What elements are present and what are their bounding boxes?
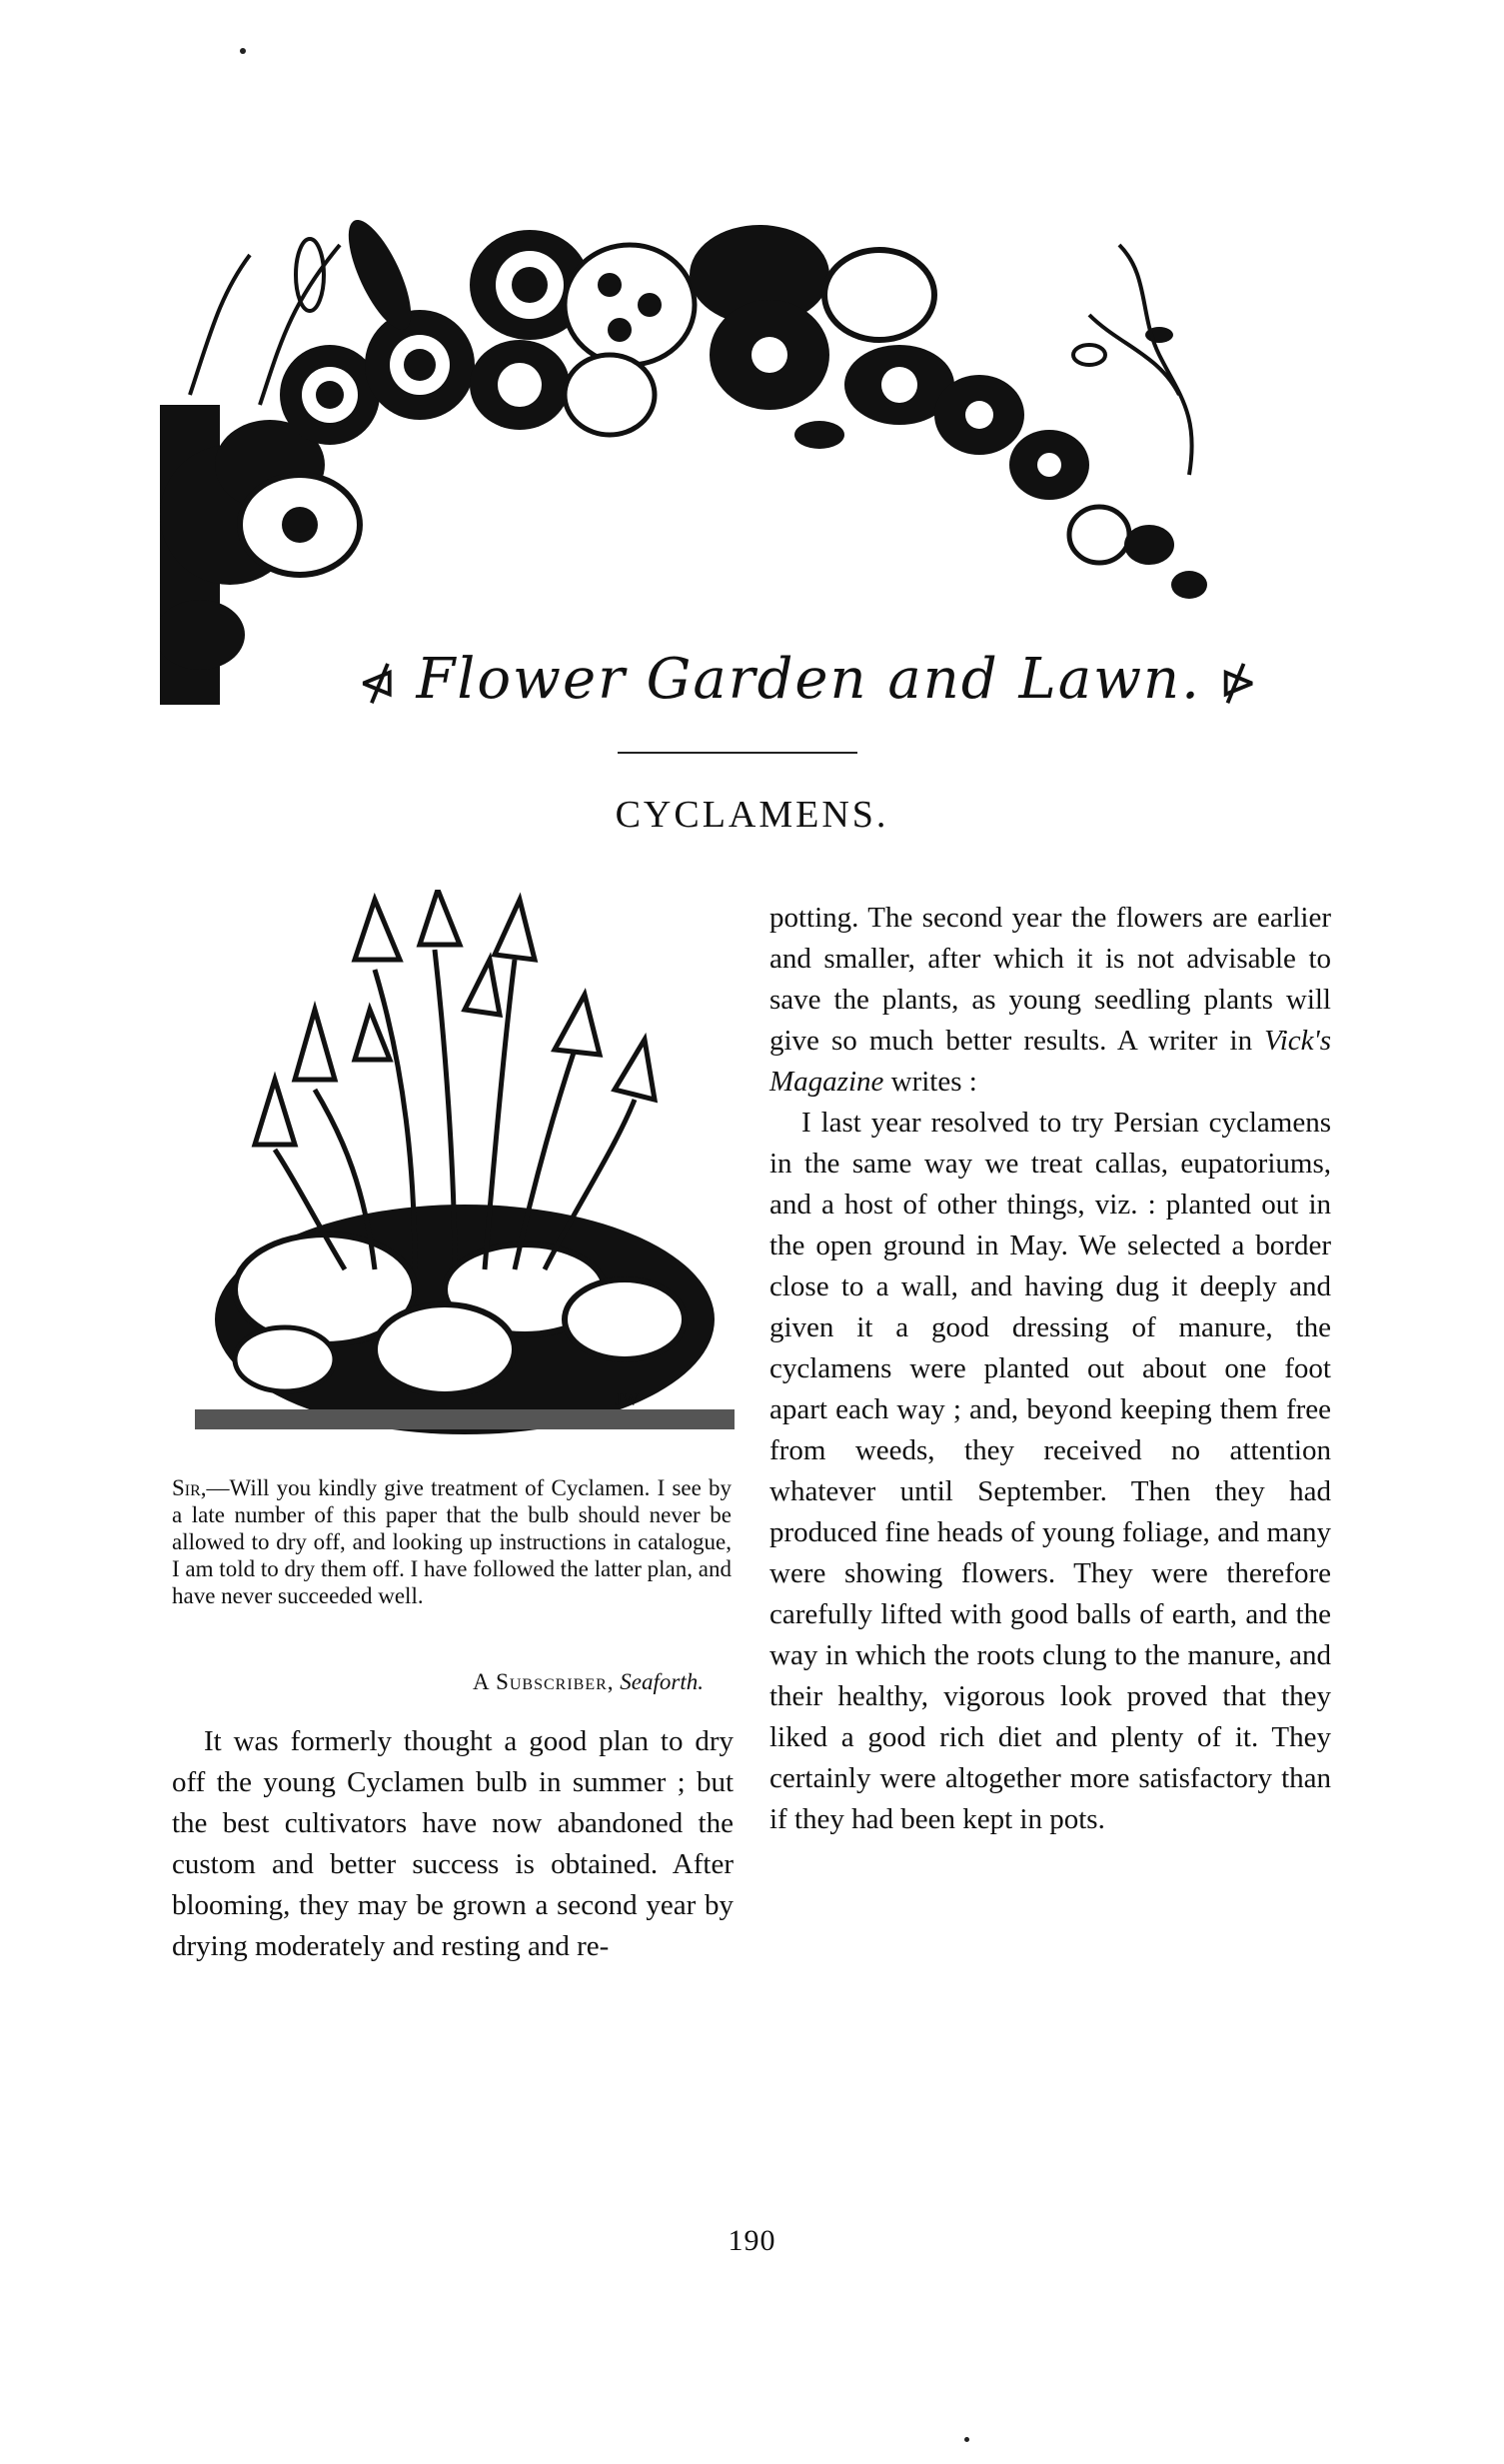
page-number: 190: [728, 2224, 776, 2257]
title-divider: [618, 752, 857, 754]
signature-place: Seaforth.: [620, 1669, 704, 1694]
magazine-name: Vick's Magazine: [769, 1025, 1331, 1098]
right-column-text: [769, 898, 1331, 1840]
right-paragraph-2: I last year resolved to try Persian cyclamens in the same way we treat callas, eupatoriums, and a host of other things, viz. : planted out in the open ground in May. We selected a border close to a wall, and having dug it deeply and given it a good dressing of manure, the cyclamens were planted out about one foot apart each way ; and, beyond keeping them free from weeds, they received no attention whatever until September. Then they had produced fine heads of young foliage, and many were showing flowers. They were therefore carefully lifted with good balls of earth, and the way in which the roots clung to the manure, and their healthy, vigorous look proved that they liked a good rich diet and plenty of it. They certainly were altogether more satisfactory than if they had been kept in pots.: [769, 1107, 1331, 1835]
left-paragraph: It was formerly thought a good plan to dry off the young Cyclamen bulb in summer ; but the best cultivators have now abandoned the custom and better success is obtained. After blooming, they may be grown a second year by drying moderately and resting and re-: [172, 1725, 734, 1962]
right-paragraph-1-start: potting. The second year the flowers are earlier and smaller, after which it is not advisable to save the plants, as young seedling plants will give so much better results. A writer in: [769, 902, 1331, 1057]
letter-text: —Will you kindly give treatment of Cyclamen. I see by a late number of this paper that the bulb should never be allowed to dry off, and looking up instructions in catalogue, I am told to dry them off. I have followed the latter plan, and have never succeeded well.: [172, 1475, 732, 1608]
section-title-text: Flower Garden and Lawn.: [416, 647, 1201, 712]
engraver-initials: JW: [615, 1389, 639, 1409]
right-ornament-icon: ⋫: [1218, 655, 1260, 709]
ink-speck: [964, 2437, 969, 2442]
left-ornament-icon: ⋪: [358, 655, 399, 709]
right-paragraph-1: [769, 898, 1331, 1103]
article-title: CYCLAMENS.: [615, 794, 889, 836]
reader-letter: [172, 1474, 732, 1609]
letter-signature: [172, 1667, 704, 1697]
right-paragraph-1-end: writes :: [883, 1066, 977, 1098]
ink-speck: [240, 48, 246, 54]
left-column-text: [172, 1721, 734, 1967]
signature-name: A Subscriber,: [473, 1669, 615, 1694]
section-title: [340, 640, 1260, 720]
cyclamen-illustration: [195, 890, 735, 1459]
letter-salutation: Sir,: [172, 1475, 207, 1500]
